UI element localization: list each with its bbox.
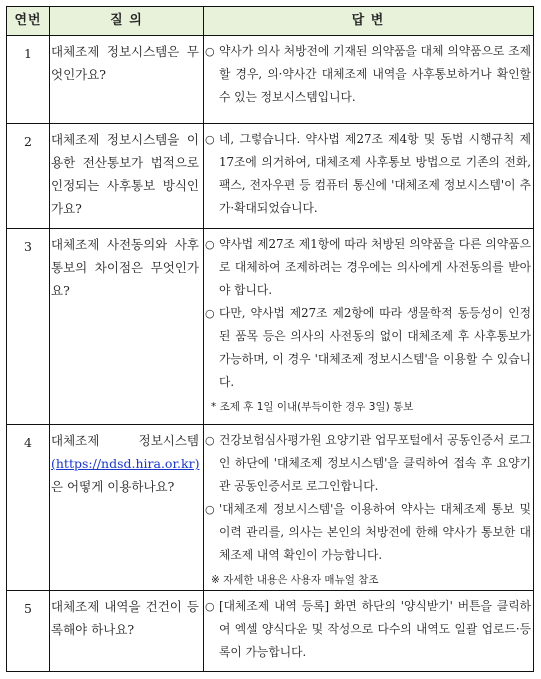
answer-item: ○ 약사가 의사 처방전에 기재된 의약품을 대체 의약품으로 조제할 경우, 의·약사간 대체조제 내역을 사후통보하거나 확인할 수 있는 정보시스템입니다. [205,40,531,109]
table-header [7,7,533,36]
faq-table [6,6,534,672]
answer-cell [205,233,531,419]
header-num: 연번 [14,13,42,28]
row-number: 2 [24,134,32,149]
row-number: 4 [24,435,32,450]
table-row [7,123,533,229]
table-row [7,36,533,123]
answer-cell [205,595,531,664]
row-number: 1 [24,46,32,61]
site-link[interactable]: (https://ndsd.hira.or.kr) [51,456,200,471]
answer-cell [205,40,531,109]
answer-cell [205,429,531,592]
row-number: 5 [24,601,32,616]
answer-item: ○ '대체조제 정보시스템'을 이용하여 약사는 대체조제 통보 및 이력 관리를, 의사는 본인의 처방전에 한해 약사가 통보한 대체조제 내역 확인이 가능합니다. [205,498,531,567]
answer-item: ○ 다만, 약사법 제27조 제2항에 따라 생물학적 동등성이 인정된 품목 등은 의사의 사전동의 없이 대체조제 후 사후통보가 가능하며, 이 경우 '대체조제 정보시스템'을 이용할 수 있습니다. [205,302,531,394]
answer-note: ※ 자세한 내용은 사용자 매뉴얼 참조 [211,574,379,586]
header-answer: 답 변 [351,13,385,28]
question-text: 대체조제 내역을 건건이 등록해야 하나요? [51,599,199,637]
question-prefix: 대체조제 정보시스템 [51,433,199,448]
table-row [7,590,533,673]
answer-note: * 조제 후 1일 이내(부득이한 경우 3일) 통보 [211,401,414,413]
question-text: 대체조제 정보시스템은 무엇인가요? [51,44,199,82]
answer-item: ○ 약사법 제27조 제1항에 따라 처방된 의약품을 다른 의약품으로 대체하여 조제하려는 경우에는 의사에게 사전동의를 받아야 합니다. [205,233,531,302]
answer-item: ○ [대체조제 내역 등록] 화면 하단의 '양식받기' 버튼을 클릭하여 엑셀 양식다운 및 작성으로 다수의 내역도 일괄 업로드·등록이 가능합니다. [205,595,531,664]
answer-item: ○ 네, 그렇습니다. 약사법 제27조 제4항 및 동법 시행규칙 제17조에 의거하여, 대체조제 사후통보 방법으로 기존의 전화, 팩스, 전자우편 등 컴퓨터 통신에 '대체조제 정보시스템'이 추가·확대되었습니다. [205,128,531,220]
question-text: 대체조제 정보시스템을 이용한 전산통보가 법적으로 인정되는 사후통보 방식인가요? [51,132,199,216]
question-suffix: 은 어떻게 이용하나요? [51,479,175,494]
question-text: 대체조제 사전동의와 사후통보의 차이점은 무엇인가요? [51,237,199,298]
header-question: 질 의 [110,13,143,28]
answer-item: ○ 건강보험심사평가원 요양기관 업무포털에서 공동인증서 로그인 하단에 '대체조제 정보시스템'을 클릭하여 접속 후 요양기관 공동인증서로 로그인합니다. [205,429,531,498]
answer-cell [205,128,531,220]
table-row [7,228,533,425]
question-text [51,429,199,498]
row-number: 3 [24,239,32,254]
table-row [7,424,533,591]
